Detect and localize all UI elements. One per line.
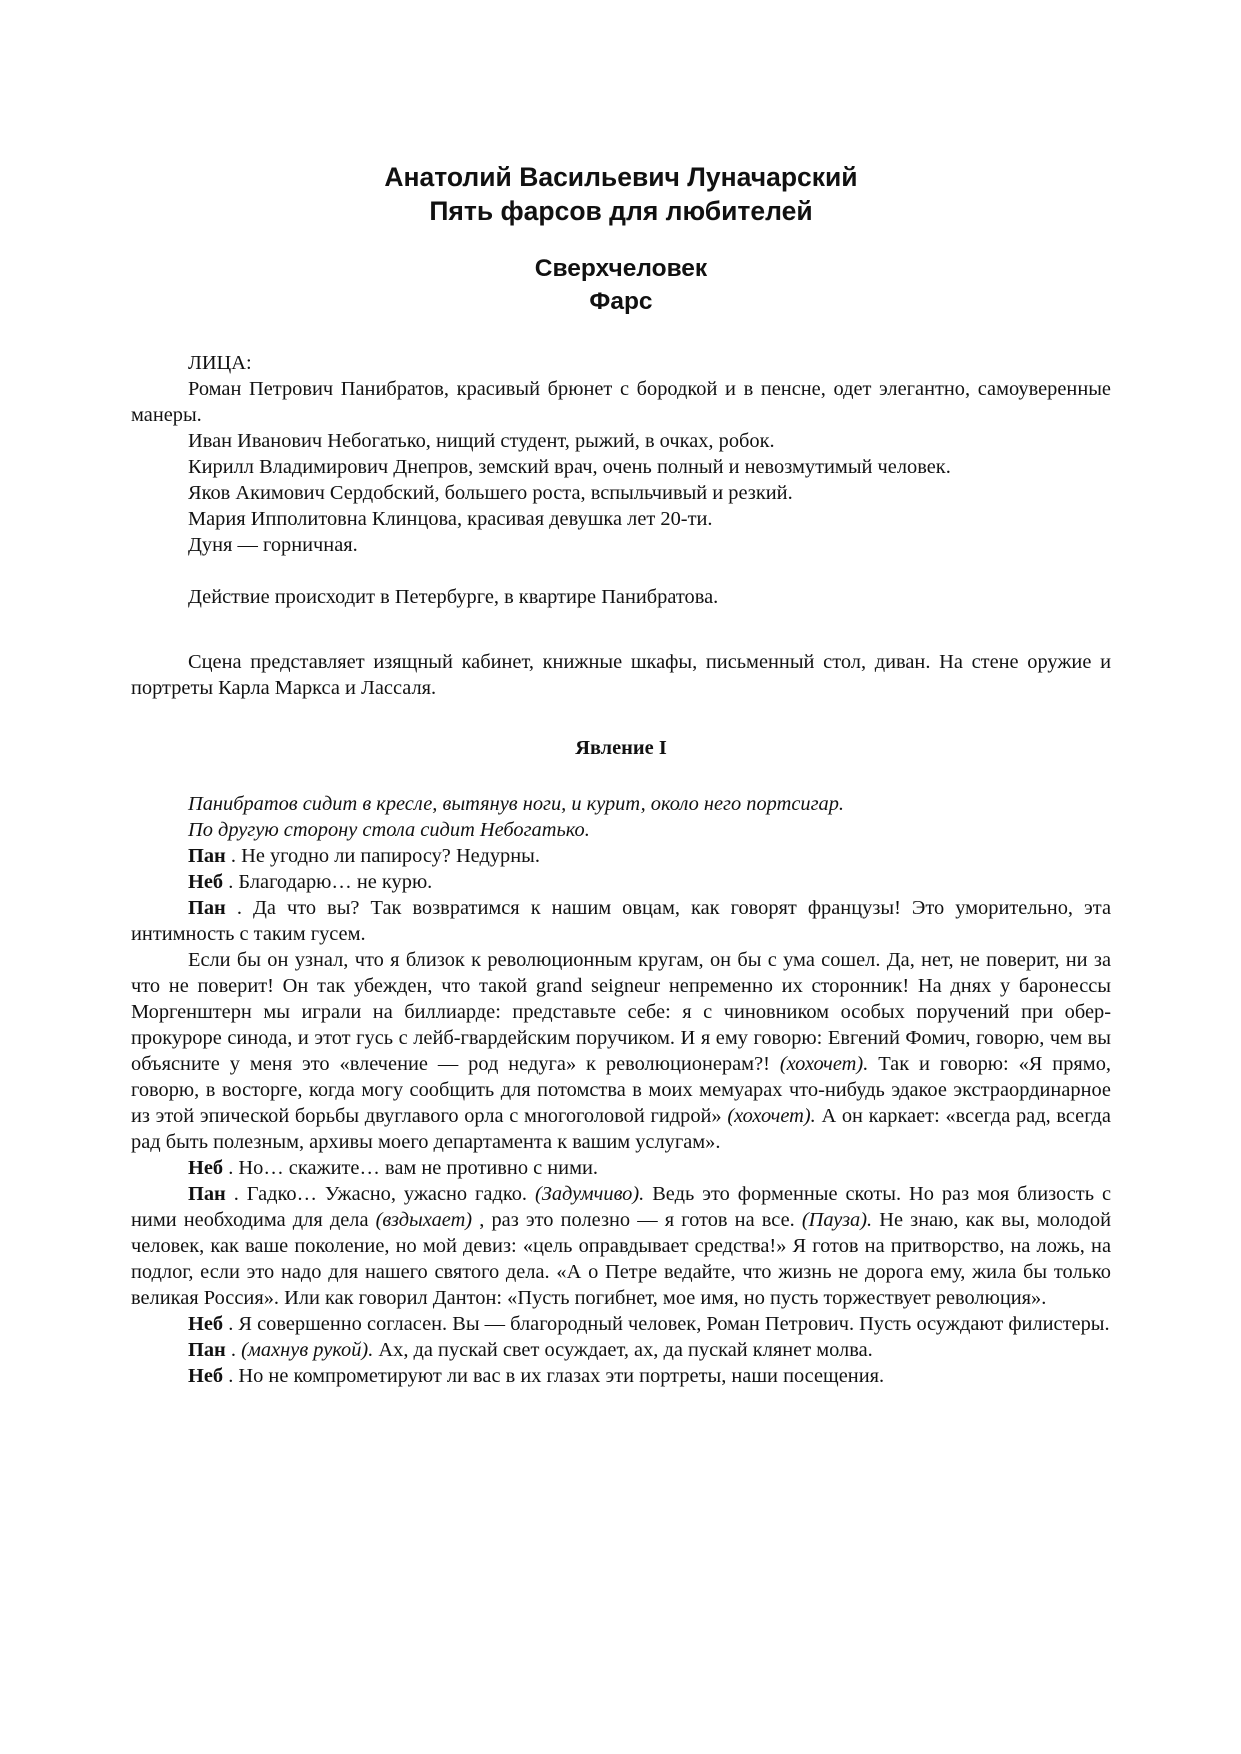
collection-title: Пять фарсов для любителей xyxy=(429,196,813,226)
line-text: Так и говорю: «Я прямо, говорю, в восторге, когда могу сообщить для потомства в моих мемуарах что-нибудь эдакое экстраординарное из этой эпической борьбы двуглавого орла с многоголовой гидрой» xyxy=(131,1053,1111,1127)
dialogue-line xyxy=(131,843,1111,869)
setting-scene: Сцена представляет изящный кабинет, книжные шкафы, письменный стол, диван. На стене оружие и портреты Карла Маркса и Лассаля. xyxy=(131,651,1111,699)
dialogue-line xyxy=(131,1337,1111,1363)
speaker-name: Неб xyxy=(188,1157,224,1179)
cast-item: Мария Ипполитовна Клинцова, красивая девушка лет 20-ти. xyxy=(188,508,713,530)
line-text: . Я совершенно согласен. Вы — благородный человек, Роман Петрович. Пусть осуждают филистеры. xyxy=(223,1313,1110,1335)
line-text: Ах, да пускай свет осуждает, ах, да пускай клянет молва. xyxy=(373,1339,873,1361)
line-text: . Благодарю… не курю. xyxy=(223,871,433,893)
cast-heading: ЛИЦА: xyxy=(188,352,252,374)
document-title xyxy=(131,0,1111,228)
speaker-name: Неб xyxy=(188,871,224,893)
cast-item: Дуня — горничная. xyxy=(188,534,358,556)
cast-item: Роман Петрович Панибратов, красивый брюнет с бородкой и в пенсне, одет элегантно, самоуверенные манеры. xyxy=(131,378,1111,426)
speaker-name: Неб xyxy=(188,1365,224,1387)
line-text: Если бы он узнал, что я близок к революционным кругам, он бы с ума сошел. Да, нет, не поверит, ни за что не поверит! Он так убежден, что такой grand seigneur непременно их сторонник! На днях у баронессы Моргенштерн мы играли на биллиарде: представьте себе: я с чиновником особых поручений при обер-прокуроре синода, и этот гусь с лейб-гвардейским поручиком. И я ему говорю: Евгений Фомич, говорю, чем вы объясните у меня это «влечение — род недуга» к революционерам?! xyxy=(131,949,1111,1075)
line-text: А он каркает: «всегда рад, всегда рад быть полезным, архивы моего департамента к вашим услугам». xyxy=(131,1105,1111,1153)
dialogue-line xyxy=(131,1181,1111,1311)
play-title xyxy=(131,228,1111,318)
author-name: Анатолий Васильевич Луначарский xyxy=(384,162,858,192)
line-text: . Но… скажите… вам не противно с ними. xyxy=(223,1157,599,1179)
scene-heading: Явление I xyxy=(575,737,667,759)
line-text: Не знаю, как вы, молодой человек, как ваше поколение, но мой девиз: «цель оправдывает средства!» Я готов на притворство, на ложь, на подлог, если это надо для нашего святого дела. «А о Петре ведайте, что жизнь не дорога ему, жила бы только великая Россия». Или как говорил Дантон: «Пусть погибнет, мое имя, но пусть торжествует революция». xyxy=(131,1209,1111,1309)
cast-list xyxy=(131,350,1111,558)
inline-stage-direction: (махнув рукой). xyxy=(241,1339,374,1361)
inline-stage-direction: (Задумчиво). xyxy=(534,1183,645,1205)
document-page xyxy=(131,0,1111,1389)
stage-direction: По другую сторону стола сидит Небогатько. xyxy=(188,819,590,841)
line-text: Ведь это форменные скоты. Но раз моя близость с ними необходима для дела xyxy=(131,1183,1111,1231)
dialogue-line xyxy=(131,1363,1111,1389)
dialogue-line xyxy=(131,1311,1111,1337)
dialogue-line xyxy=(131,1155,1111,1181)
speaker-name: Неб xyxy=(188,1313,224,1335)
line-text: . Но не компрометируют ли вас в их глазах эти портреты, наши посещения. xyxy=(223,1365,885,1387)
dialogue-paragraph xyxy=(131,947,1111,1155)
cast-item: Кирилл Владимирович Днепров, земский врач, очень полный и невозмутимый человек. xyxy=(188,456,951,478)
line-text: . Да что вы? Так возвратимся к нашим овцам, как говорят французы! Это уморительно, эта интимность с таким гусем. xyxy=(131,897,1111,945)
dialogue-line xyxy=(131,869,1111,895)
line-text: . Не угодно ли папиросу? Недурны. xyxy=(225,845,540,867)
cast-item: Иван Иванович Небогатько, нищий студент, рыжий, в очках, робок. xyxy=(188,430,775,452)
line-text: , раз это полезно — я готов на все. xyxy=(472,1209,802,1231)
speaker-name: Пан xyxy=(188,897,226,919)
speaker-name: Пан xyxy=(188,1339,226,1361)
play-genre: Фарс xyxy=(589,288,653,315)
cast-item: Яков Акимович Сердобский, большего роста, вспыльчивый и резкий. xyxy=(188,482,793,504)
line-text: . xyxy=(225,1339,242,1361)
dialogue-line xyxy=(131,895,1111,947)
inline-stage-direction: (Пауза). xyxy=(801,1209,873,1231)
inline-stage-direction: (хохочет). xyxy=(779,1053,869,1075)
speaker-name: Пан xyxy=(188,845,226,867)
inline-stage-direction: (хохочет). xyxy=(727,1105,816,1127)
setting-place: Действие происходит в Петербурге, в квартире Панибратова. xyxy=(188,586,719,608)
stage-direction: Панибратов сидит в кресле, вытянув ноги, и курит, около него портсигар. xyxy=(188,793,845,815)
play-name: Сверхчеловек xyxy=(534,255,708,282)
speaker-name: Пан xyxy=(188,1183,226,1205)
line-text: . Гадко… Ужасно, ужасно гадко. xyxy=(225,1183,535,1205)
inline-stage-direction: (вздыхает) xyxy=(375,1209,473,1231)
